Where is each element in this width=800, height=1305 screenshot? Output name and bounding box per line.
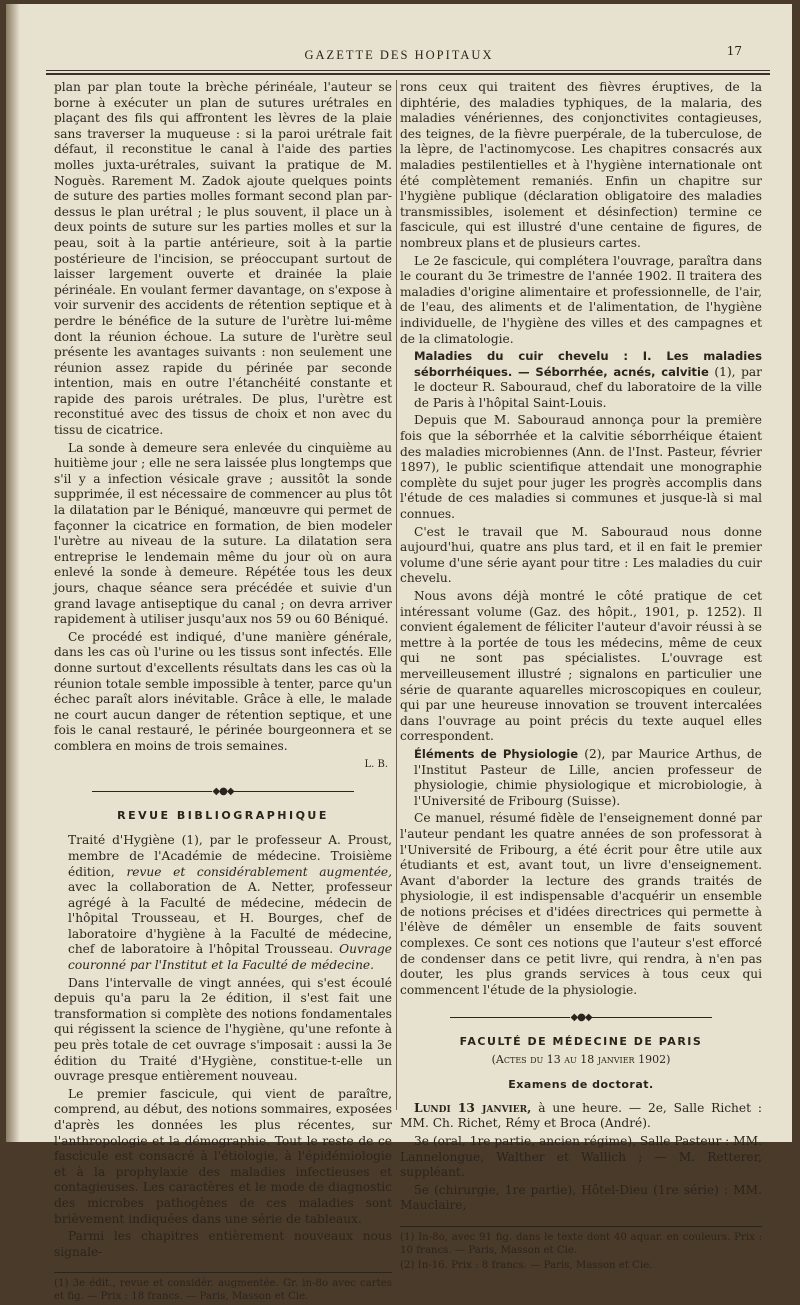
header-rule-thick — [46, 73, 770, 75]
book-entry-head: Traité d'Hygiène (1), par le professeur A. Proust, membre de l'Académie de médecine. Troisième édition, — [68, 833, 392, 879]
book-entry-award: Ouvrage couronné par l'Institut et la Faculté de médecine. — [68, 942, 392, 973]
review-paragraph: Dans l'intervalle de vingt années, qui s'est écoulé depuis qu'a paru la 2e édition, il s'est fait une transformation si complète des notions fondamentales qui régissent la science de l'hygiène, qu'une refonte à peu près totale de cet ouvrage s'imposait : aussi la 3e édition du Traité d'Hygiène, constitue-t-elle un ouvrage presque entièrement nouveau. — [54, 975, 392, 1084]
footnote-rule — [54, 1272, 392, 1273]
book-entry-title: Maladies du cuir chevelu : I. Les maladies séborrhéiques. — Séborrhée, acnés, calvitie — [414, 349, 762, 379]
page-edge-shadow — [6, 4, 20, 1142]
footnote: (1) 3e édit., revue et considér. augmentée. Gr. in-8o avec cartes et fig. — Prix : 18 francs. — Paris, Masson et Cie. — [54, 1278, 392, 1303]
header-title: GAZETTE DES HOPITAUX — [304, 48, 494, 62]
section-ornament: ◆●◆ — [400, 1010, 762, 1026]
page-header — [36, 44, 762, 66]
review-paragraph: Le 2e fascicule, qui complétera l'ouvrage, paraîtra dans le courant du 3e trimestre de l'année 1902. Il traitera des maladies d'origine alimentaire et professionnelle, de l'air, de l'eau, des aliments et de l'alimentation, de l'hygiène individuelle, de l'hygiène des villes et des campagnes et de la climatologie. — [400, 253, 762, 346]
exam-entry: 3e (oral, 1re partie, ancien régime), Salle Pasteur : MM. Lannelongue, Walther et Wallich ; — M. Retterer, suppléant. — [400, 1134, 762, 1180]
exam-title: Examens de doctorat. — [508, 1078, 654, 1092]
faculty-title: FACULTÉ DE MÉDECINE DE PARIS — [459, 1035, 703, 1049]
exam-entry — [400, 1101, 762, 1132]
newspaper-page — [6, 4, 792, 1303]
article-paragraph: La sonde à demeure sera enlevée du cinquième au huitième jour ; elle ne sera laissée plus longtemps que s'il y a infection vésicale grave ; aussitôt la sonde supprimée, il est nécessaire de commencer au plus tôt la dilatation par le Béniqué, manœuvre qui permet de façonner la cicatrice en formation, de bien modeler l'urètre au niveau de la suture. La dilatation sera entreprise le lendemain même du jour où on aura enlevé la sonde à demeure. Répétée tous les deux jours, chaque séance sera précédée et suivie d'un grand lavage antiseptique du canal ; on devra arriver rapidement à utiliser jusqu'aux nos 59 ou 60 Béniqué. — [54, 440, 392, 627]
exam-entry-details: à une heure. — 2e, Salle Richet : MM. Ch. Richet, Rémy et Broca (André). — [400, 1100, 762, 1131]
section-ornament: ◆●◆ — [54, 784, 392, 800]
review-paragraph: Parmi les chapitres entièrement nouveaux nous signale- — [54, 1229, 392, 1259]
review-paragraph: Ce manuel, résumé fidèle de l'enseignement donné par l'auteur pendant les quatre années de son professorat à l'Université de Fribourg, a été écrit pour être utile aux étudiants et est, avant tout, un livre d'enseignement. Avant d'aborder la lecture des grands traités de physiologie, il est indispensable d'acquérir un ensemble de notions précises et d'idées directrices qui permette à l'élève de démêler un ensemble de faits souvent complexes. Ce sont ces notions que l'auteur s'est efforcé de condenser dans ce petit livre, qui rendra, à n'en pas douter, les plus grands services à tous ceux qui commencent l'étude de la physiologie. — [400, 811, 762, 997]
article-signature: L. B. — [364, 758, 388, 770]
header-rule-thin — [46, 70, 770, 71]
exam-entry-date: Lundi 13 janvier, — [414, 1100, 532, 1115]
right-column — [400, 80, 762, 1274]
article-paragraph: Ce procédé est indiqué, d'une manière générale, dans les cas où l'urine ou les tissus sont infectés. Elle donne surtout d'excellents résultats dans les cas où la réunion totale semble impossible à tenter, parce qu'un échec paraît alors inévitable. Grâce à elle, le malade ne court aucun danger de rétention septique, et une fois le canal restauré, le périnée bourgeonnera et se comblera en moins de trois semaines. — [54, 629, 392, 753]
footnote: (2) In-16. Prix : 8 francs. — Paris, Masson et Cie. — [400, 1259, 653, 1271]
footnote: (1) In-8o, avec 91 fig. dans le texte dont 40 aquar. en couleurs. Prix : 10 francs. — Paris, Masson et Cie. — [400, 1231, 762, 1256]
book-entry-details: (1), par le docteur R. Sabouraud, chef du laboratoire de la ville de Paris à l'hôpital Saint-Louis. — [414, 364, 762, 410]
page-number: 17 — [726, 44, 742, 58]
review-paragraph: C'est le travail que M. Sabouraud nous donne aujourd'hui, quatre ans plus tard, et il en fait le premier volume d'une série ayant pour titre : Les maladies du cuir chevelu. — [400, 524, 762, 586]
review-paragraph: Depuis que M. Sabouraud annonça pour la première fois que la séborrhée et la calvitie séborrhéique étaient des maladies microbiennes (Ann. de l'Inst. Pasteur, février 1897), le public scientifique attendait une monographie complète du sujet pour juger les progrès accomplis dans l'étude de ces maladies si communes et jusque-là si mal connues. — [400, 413, 762, 522]
column-divider — [396, 80, 397, 1110]
book-entry — [400, 349, 762, 411]
review-paragraph: Nous avons déjà montré le côté pratique de cet intéressant volume (Gaz. des hôpit., 1901, p. 1252). Il convient également de féliciter l'auteur d'avoir réussi à se mettre à la portée de tous les médecins, même de ceux qui ne sont pas spécialistes. L'ouvrage est merveilleusement illustré ; signalons en particulier une série de quarante aquarelles microscopiques en couleur, qui par une heureuse innovation se trouvent intercalées dans l'ouvrage au point précis du texte auquel elles correspondent. — [400, 589, 762, 744]
book-entry-details: (2), par Maurice Arthus, de l'Institut Pasteur de Lille, ancien professeur de physiologie, chimie physiologique et microbiologie, à l'Université de Fribourg (Suisse). — [414, 746, 763, 808]
section-title: REVUE BIBLIOGRAPHIQUE — [117, 808, 329, 822]
faculty-subtitle: (Actes du 13 au 18 janvier 1902) — [491, 1052, 671, 1066]
book-entry-details: avec la collaboration de A. Netter, professeur agrégé à la Faculté de médecine, médecin de l'hôpital Trousseau, et H. Bourges, chef de laboratoire d'hygiène à la Faculté de médecine, chef de laboratoire à l'hôpital Trousseau. — [68, 880, 392, 957]
exam-entry: 5e (chirurgie, 1re partie), Hôtel-Dieu (1re série) : MM. Mauclaire, — [400, 1182, 762, 1213]
book-entry-italic: revue et considérablement augmentée, — [126, 864, 392, 879]
book-entry — [400, 747, 762, 809]
article-paragraph: plan par plan toute la brèche périnéale, l'auteur se borne à exécuter un plan de sutures urétrales en plaçant des fils qui affrontent les lèvres de la plaie sans traverser la muqueuse : si la paroi urétrale fait défaut, il reconstitue le canal à l'aide des parties molles juxta-urétrales, suivant la pratique de M. Noguès. Rarement M. Zadok ajoute quelques points de suture des parties molles formant second plan par-dessus le plan urétral ; le plus souvent, il place un à deux points de suture sur les parties molles et sur la peau, soit à la partie antérieure, soit à la partie postérieure de l'incision, se préoccupant surtout de laisser largement ouverte et drainée la plaie périnéale. En voulant fermer davantage, on s'expose à voir survenir des accidents de rétention septique et à perdre le bénéfice de la suture de l'urètre lui-même dont la réunion échoue. La suture de l'urètre seul présente les avantages suivants : non seulement une réunion assez rapide du périnée par seconde intention, mais en outre l'étanchéité constante et rapide des parois urétrales. De plus, l'urètre est reconstitué avec des tissus de choix et non avec du tissu de cicatrice. — [54, 80, 392, 438]
review-paragraph: rons ceux qui traitent des fièvres éruptives, de la diphtérie, des maladies typhiques, de la malaria, des maladies vénériennes, des conjonctivites contagieuses, des teignes, de la fièvre puerpérale, de la tuberculose, de la lèpre, de l'actinomycose. Les chapitres consacrés aux maladies pestilentielles et à l'hygiène internationale ont été complètement remaniés. Enfin un chapitre sur l'hygiène publique (déclaration obligatoire des maladies transmissibles, isolement et désinfection) termine ce fascicule, qui est illustré d'une centaine de figures, de nombreux plans et de plusieurs cartes. — [400, 80, 762, 250]
book-entry — [54, 833, 392, 973]
review-paragraph: Le premier fascicule, qui vient de paraître, comprend, au début, des notions sommaires, exposées d'après les données les plus récentes, sur l'anthropologie et la démographie. Tout le reste de ce fascicule est consacré à l'étiologie, à l'épidémiologie et à la prophylaxie des maladies infectieuses et contagieuses. Les caractères et le mode de diagnostic des microbes pathogènes de ces maladies sont brièvement indiquées dans une série de tableaux. — [54, 1086, 392, 1226]
book-entry-title: Éléments de Physiologie — [414, 746, 579, 761]
left-column — [54, 80, 392, 1305]
footnote-rule — [400, 1226, 762, 1227]
